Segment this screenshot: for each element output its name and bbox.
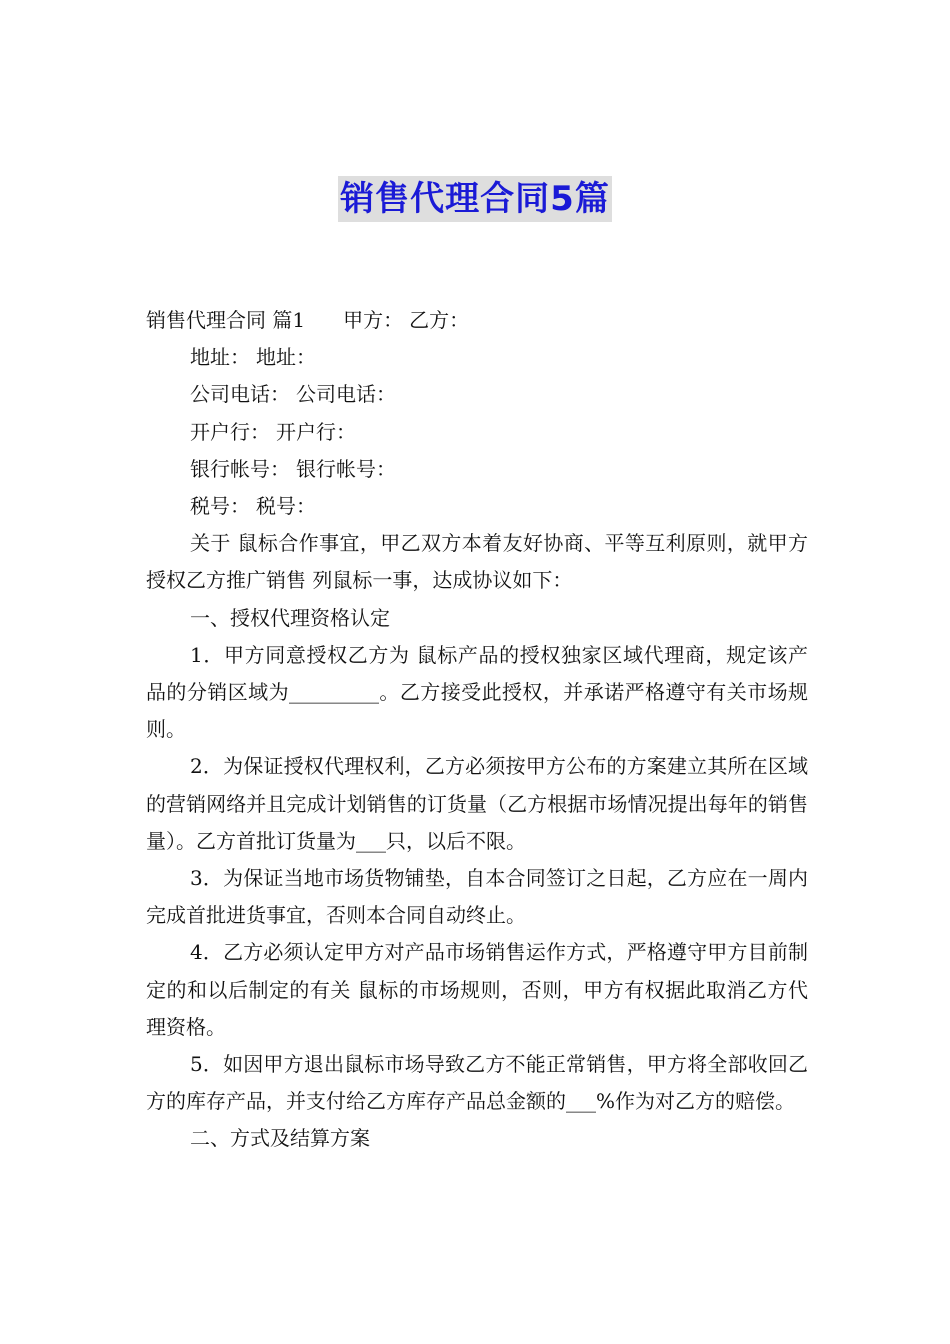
contract-header-line <box>146 302 808 339</box>
clause-2: 2．为保证授权代理权利，乙方必须按甲方公布的方案建立其所在区域的营销网络并且完成计划销售的订货量（乙方根据市场情况提出每年的销售量）。乙方首批订货量为___只，以后不限。 <box>146 754 808 853</box>
field-a-address: 地址： <box>190 345 250 370</box>
clause-1: 1．甲方同意授权乙方为 鼠标产品的授权独家区域代理商，规定该产品的分销区域为_________。乙方接受此授权，并承诺严格遵守有关市场规则。 <box>146 642 808 742</box>
clause-4: 4．乙方必须认定甲方对产品市场销售运作方式，严格遵守甲方目前制定的和以后制定的有关 鼠标的市场规则，否则，甲方有权据此取消乙方代理资格。 <box>146 940 808 1039</box>
field-b-bank: 开户行： <box>276 419 356 444</box>
party-b-label: 乙方： <box>409 308 470 332</box>
field-phone <box>146 376 808 413</box>
section-heading-2: 二、方式及结算方案 <box>190 1126 370 1151</box>
field-b-phone: 公司电话： <box>296 382 396 407</box>
paragraph-intro: 关于 鼠标合作事宜，甲乙双方本着友好协商、平等互利原则，就甲方授权乙方推广销售 列鼠标一事，达成协议如下： <box>146 531 808 593</box>
field-b-account: 银行帐号： <box>296 456 396 481</box>
field-bank <box>146 414 808 451</box>
field-a-tax: 税号： <box>190 494 250 519</box>
clause-5: 5．如因甲方退出鼠标市场导致乙方不能正常销售，甲方将全部收回乙方的库存产品，并支付给乙方库存产品总金额的___%作为对乙方的赔偿。 <box>146 1052 808 1114</box>
document-body <box>146 302 808 1158</box>
field-b-tax: 税号： <box>256 494 316 519</box>
contract-number: 销售代理合同 篇1 <box>146 308 306 332</box>
document-title-wrap <box>0 176 950 222</box>
field-address <box>146 339 808 376</box>
section-heading-1: 一、授权代理资格认定 <box>190 605 390 630</box>
clause-3: 3．为保证当地市场货物铺垫，自本合同签订之日起，乙方应在一周内完成首批进货事宜，否则本合同自动终止。 <box>146 866 808 928</box>
party-a-label: 甲方： <box>343 308 404 332</box>
document-title: 销售代理合同5篇 <box>338 176 612 222</box>
field-a-phone: 公司电话： <box>190 382 290 407</box>
field-tax <box>146 488 808 525</box>
field-account <box>146 451 808 488</box>
field-b-address: 地址： <box>256 345 316 370</box>
field-a-bank: 开户行： <box>190 419 270 444</box>
field-a-account: 银行帐号： <box>190 456 290 481</box>
